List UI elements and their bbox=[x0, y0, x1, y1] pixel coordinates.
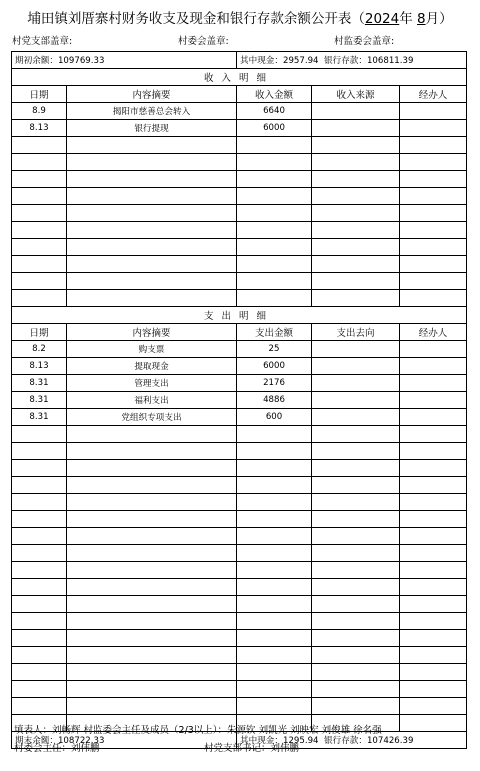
expense-cell-amount bbox=[237, 511, 312, 528]
expense-cell-date bbox=[12, 664, 67, 681]
expense-cell-party bbox=[312, 511, 400, 528]
expense-cell-summary: 福利支出 bbox=[67, 392, 237, 409]
expense-cell-party bbox=[312, 528, 400, 545]
expense-cell-summary bbox=[67, 681, 237, 698]
expense-cell-summary bbox=[67, 460, 237, 477]
committee-seal-label: 村委会盖章: bbox=[178, 36, 229, 47]
expense-cell-amount: 2176 bbox=[237, 375, 312, 392]
expense-cell-summary bbox=[67, 630, 237, 647]
table-row bbox=[12, 409, 467, 426]
expense-cell-party bbox=[312, 341, 400, 358]
title-year: 2024 bbox=[364, 11, 400, 27]
opening-balance: 期初余额：109769.33 bbox=[12, 52, 237, 69]
income-cell-party bbox=[312, 222, 400, 239]
income-cell-party bbox=[312, 290, 400, 307]
expense-cell-handler bbox=[400, 443, 467, 460]
expense-cell-amount bbox=[237, 647, 312, 664]
expense-cell-summary bbox=[67, 426, 237, 443]
expense-cell-handler bbox=[400, 375, 467, 392]
income-header-handler: 经办人 bbox=[400, 86, 467, 103]
expense-cell-handler bbox=[400, 562, 467, 579]
expense-cell-party bbox=[312, 681, 400, 698]
expense-cell-summary: 管理支出 bbox=[67, 375, 237, 392]
income-cell-party bbox=[312, 154, 400, 171]
income-section-title: 收入明细 bbox=[12, 69, 467, 86]
table-row bbox=[12, 171, 467, 188]
table-row bbox=[12, 103, 467, 120]
income-cell-date bbox=[12, 171, 67, 188]
income-cell-date: 8.13 bbox=[12, 120, 67, 137]
income-cell-date bbox=[12, 137, 67, 154]
income-cell-party bbox=[312, 171, 400, 188]
expense-cell-date bbox=[12, 545, 67, 562]
expense-cell-handler bbox=[400, 460, 467, 477]
income-cell-amount bbox=[237, 273, 312, 290]
expense-cell-summary bbox=[67, 596, 237, 613]
expense-cell-amount bbox=[237, 613, 312, 630]
expense-cell-handler bbox=[400, 358, 467, 375]
expense-cell-summary bbox=[67, 528, 237, 545]
income-cell-summary bbox=[67, 239, 237, 256]
expense-cell-date bbox=[12, 443, 67, 460]
expense-header-party: 支出去向 bbox=[312, 324, 400, 341]
expense-cell-summary bbox=[67, 511, 237, 528]
table-row bbox=[12, 290, 467, 307]
footer-signers: 填表人：刘畅辉 村监委会主任及成员（2/3以上）：朱源钦 刘凯光 刘映宏 刘俊雄 徐名强 bbox=[14, 725, 382, 736]
table-row bbox=[12, 273, 467, 290]
income-header-summary: 内容摘要 bbox=[67, 86, 237, 103]
expense-header-date: 日期 bbox=[12, 324, 67, 341]
expense-cell-handler bbox=[400, 409, 467, 426]
expense-cell-summary bbox=[67, 477, 237, 494]
income-cell-amount bbox=[237, 154, 312, 171]
table-row bbox=[12, 239, 467, 256]
expense-cell-summary: 提取现金 bbox=[67, 358, 237, 375]
table-row bbox=[12, 630, 467, 647]
table-row bbox=[12, 545, 467, 562]
committee-director: 村委会主任：刘伟鹏 bbox=[14, 743, 100, 754]
income-cell-handler bbox=[400, 222, 467, 239]
expense-cell-date bbox=[12, 511, 67, 528]
table-row bbox=[12, 681, 467, 698]
expense-cell-amount bbox=[237, 460, 312, 477]
income-cell-handler bbox=[400, 120, 467, 137]
expense-cell-party bbox=[312, 596, 400, 613]
expense-cell-date bbox=[12, 681, 67, 698]
income-cell-party bbox=[312, 137, 400, 154]
income-cell-amount bbox=[237, 171, 312, 188]
expense-cell-party bbox=[312, 375, 400, 392]
table-row bbox=[12, 222, 467, 239]
income-cell-summary bbox=[67, 137, 237, 154]
expense-cell-amount bbox=[237, 494, 312, 511]
income-cell-handler bbox=[400, 290, 467, 307]
expense-cell-summary bbox=[67, 613, 237, 630]
expense-cell-party bbox=[312, 698, 400, 715]
expense-cell-date bbox=[12, 613, 67, 630]
expense-cell-amount: 600 bbox=[237, 409, 312, 426]
expense-cell-date bbox=[12, 460, 67, 477]
table-row bbox=[12, 528, 467, 545]
table-row bbox=[12, 477, 467, 494]
expense-cell-summary bbox=[67, 562, 237, 579]
table-row bbox=[12, 120, 467, 137]
expense-cell-amount bbox=[237, 681, 312, 698]
income-cell-summary bbox=[67, 171, 237, 188]
expense-cell-date bbox=[12, 562, 67, 579]
table-row bbox=[12, 579, 467, 596]
expense-cell-date bbox=[12, 579, 67, 596]
closing-cash: 其中现金：1295.94 bbox=[240, 736, 319, 746]
opening-balance-row bbox=[12, 52, 467, 69]
expense-cell-handler bbox=[400, 596, 467, 613]
title-prefix: 埔田镇刘厝寨村财务收支及现金和银行存款余额公开表（ bbox=[27, 11, 365, 27]
expense-cell-party bbox=[312, 613, 400, 630]
expense-cell-summary bbox=[67, 443, 237, 460]
income-header-date: 日期 bbox=[12, 86, 67, 103]
expense-cell-summary bbox=[67, 664, 237, 681]
page-title bbox=[0, 7, 480, 27]
table-row bbox=[12, 205, 467, 222]
income-cell-handler bbox=[400, 273, 467, 290]
table-row bbox=[12, 256, 467, 273]
title-month-suffix: 月） bbox=[425, 11, 453, 27]
party-secretary: 村党支部书记：刘伟鹏 bbox=[204, 743, 300, 754]
expense-cell-summary bbox=[67, 494, 237, 511]
income-cell-party bbox=[312, 273, 400, 290]
expense-cell-summary: 党组织专项支出 bbox=[67, 409, 237, 426]
table-row bbox=[12, 460, 467, 477]
income-cell-party bbox=[312, 103, 400, 120]
expense-cell-summary bbox=[67, 698, 237, 715]
expense-cell-date: 8.31 bbox=[12, 392, 67, 409]
expense-cell-date bbox=[12, 647, 67, 664]
table-row bbox=[12, 562, 467, 579]
expense-cell-date bbox=[12, 494, 67, 511]
table-row bbox=[12, 494, 467, 511]
income-cell-date bbox=[12, 222, 67, 239]
expense-cell-party bbox=[312, 392, 400, 409]
income-cell-summary: 揭阳市慈善总会转入 bbox=[67, 103, 237, 120]
income-cell-amount bbox=[237, 290, 312, 307]
opening-bank: 银行存款：106811.39 bbox=[324, 56, 414, 66]
income-header-row bbox=[12, 86, 467, 103]
income-cell-amount: 6640 bbox=[237, 103, 312, 120]
expense-cell-handler bbox=[400, 630, 467, 647]
table-row bbox=[12, 392, 467, 409]
expense-cell-summary bbox=[67, 579, 237, 596]
opening-cash-bank bbox=[237, 52, 467, 69]
income-cell-summary bbox=[67, 290, 237, 307]
expense-cell-date bbox=[12, 596, 67, 613]
party-seal-label: 村党支部盖章: bbox=[12, 36, 73, 47]
expense-cell-party bbox=[312, 664, 400, 681]
expense-cell-amount bbox=[237, 630, 312, 647]
income-cell-summary bbox=[67, 188, 237, 205]
expense-cell-summary bbox=[67, 647, 237, 664]
expense-cell-amount bbox=[237, 528, 312, 545]
income-cell-date bbox=[12, 188, 67, 205]
income-cell-party bbox=[312, 205, 400, 222]
expense-header-summary: 内容摘要 bbox=[67, 324, 237, 341]
expense-cell-date bbox=[12, 477, 67, 494]
title-month: 8 bbox=[417, 11, 426, 27]
expense-cell-party bbox=[312, 409, 400, 426]
expense-cell-party bbox=[312, 426, 400, 443]
opening-cash: 其中现金：2957.94 bbox=[240, 56, 319, 66]
expense-cell-amount: 6000 bbox=[237, 358, 312, 375]
income-cell-amount bbox=[237, 256, 312, 273]
expense-cell-handler bbox=[400, 647, 467, 664]
income-cell-amount bbox=[237, 222, 312, 239]
expense-cell-party bbox=[312, 443, 400, 460]
expense-cell-handler bbox=[400, 528, 467, 545]
expense-cell-party bbox=[312, 562, 400, 579]
table-row bbox=[12, 375, 467, 392]
income-cell-summary bbox=[67, 205, 237, 222]
income-cell-amount: 6000 bbox=[237, 120, 312, 137]
expense-cell-date: 8.31 bbox=[12, 409, 67, 426]
expense-cell-amount bbox=[237, 545, 312, 562]
expense-cell-date bbox=[12, 630, 67, 647]
income-cell-party bbox=[312, 256, 400, 273]
expense-cell-summary: 购支票 bbox=[67, 341, 237, 358]
income-cell-date bbox=[12, 154, 67, 171]
expense-cell-amount bbox=[237, 426, 312, 443]
income-cell-handler bbox=[400, 171, 467, 188]
expense-cell-summary bbox=[67, 545, 237, 562]
expense-cell-amount bbox=[237, 443, 312, 460]
income-cell-party bbox=[312, 239, 400, 256]
expense-cell-party bbox=[312, 579, 400, 596]
table-row bbox=[12, 188, 467, 205]
table-row bbox=[12, 154, 467, 171]
income-cell-summary bbox=[67, 154, 237, 171]
income-cell-summary bbox=[67, 273, 237, 290]
income-cell-date bbox=[12, 290, 67, 307]
expense-cell-amount bbox=[237, 477, 312, 494]
table-row bbox=[12, 426, 467, 443]
expense-cell-handler bbox=[400, 681, 467, 698]
table-row bbox=[12, 511, 467, 528]
expense-cell-date bbox=[12, 426, 67, 443]
income-header-amount: 收入金额 bbox=[237, 86, 312, 103]
expense-cell-amount bbox=[237, 664, 312, 681]
income-cell-handler bbox=[400, 137, 467, 154]
expense-cell-handler bbox=[400, 664, 467, 681]
income-section-row bbox=[12, 69, 467, 86]
expense-cell-handler bbox=[400, 494, 467, 511]
expense-cell-party bbox=[312, 647, 400, 664]
signature-footer bbox=[14, 722, 474, 758]
table-row bbox=[12, 613, 467, 630]
table-row bbox=[12, 698, 467, 715]
closing-bank: 银行存款：107426.39 bbox=[324, 736, 414, 746]
expense-section-title: 支出明细 bbox=[12, 307, 467, 324]
expense-cell-party bbox=[312, 630, 400, 647]
expense-cell-handler bbox=[400, 341, 467, 358]
expense-cell-handler bbox=[400, 545, 467, 562]
expense-cell-amount: 25 bbox=[237, 341, 312, 358]
expense-cell-amount bbox=[237, 562, 312, 579]
expense-cell-handler bbox=[400, 392, 467, 409]
expense-cell-handler bbox=[400, 613, 467, 630]
income-cell-summary bbox=[67, 222, 237, 239]
income-cell-amount bbox=[237, 188, 312, 205]
expense-cell-handler bbox=[400, 477, 467, 494]
income-header-party: 收入来源 bbox=[312, 86, 400, 103]
income-cell-handler bbox=[400, 154, 467, 171]
expense-header-handler: 经办人 bbox=[400, 324, 467, 341]
expense-header-amount: 支出金额 bbox=[237, 324, 312, 341]
income-cell-date bbox=[12, 273, 67, 290]
table-row bbox=[12, 664, 467, 681]
income-cell-party bbox=[312, 120, 400, 137]
income-cell-date bbox=[12, 205, 67, 222]
table-row bbox=[12, 596, 467, 613]
income-cell-summary: 银行提现 bbox=[67, 120, 237, 137]
expense-cell-handler bbox=[400, 426, 467, 443]
expense-header-row bbox=[12, 324, 467, 341]
income-cell-party bbox=[312, 188, 400, 205]
expense-cell-party bbox=[312, 460, 400, 477]
income-cell-date: 8.9 bbox=[12, 103, 67, 120]
expense-cell-party bbox=[312, 494, 400, 511]
expense-cell-party bbox=[312, 545, 400, 562]
expense-cell-date bbox=[12, 528, 67, 545]
income-cell-handler bbox=[400, 205, 467, 222]
table-row bbox=[12, 358, 467, 375]
expense-cell-date: 8.2 bbox=[12, 341, 67, 358]
expense-cell-party bbox=[312, 358, 400, 375]
income-cell-amount bbox=[237, 239, 312, 256]
income-cell-amount bbox=[237, 137, 312, 154]
expense-cell-handler bbox=[400, 579, 467, 596]
expense-cell-amount bbox=[237, 698, 312, 715]
expense-cell-amount bbox=[237, 596, 312, 613]
table-row bbox=[12, 137, 467, 154]
expense-cell-amount bbox=[237, 579, 312, 596]
income-cell-date bbox=[12, 239, 67, 256]
ledger-table bbox=[11, 51, 467, 749]
closing-balance: 期末余额：108722.33 bbox=[12, 732, 237, 749]
expense-section-row bbox=[12, 307, 467, 324]
seal-row bbox=[12, 33, 472, 47]
supervision-seal-label: 村监委会盖章: bbox=[334, 36, 395, 47]
expense-cell-handler bbox=[400, 698, 467, 715]
income-cell-handler bbox=[400, 239, 467, 256]
table-row bbox=[12, 443, 467, 460]
income-cell-handler bbox=[400, 188, 467, 205]
expense-cell-handler bbox=[400, 511, 467, 528]
table-row bbox=[12, 341, 467, 358]
income-cell-date bbox=[12, 256, 67, 273]
income-cell-summary bbox=[67, 256, 237, 273]
income-cell-handler bbox=[400, 103, 467, 120]
table-row bbox=[12, 647, 467, 664]
expense-cell-party bbox=[312, 477, 400, 494]
expense-cell-amount: 4886 bbox=[237, 392, 312, 409]
income-cell-handler bbox=[400, 256, 467, 273]
expense-cell-date: 8.31 bbox=[12, 375, 67, 392]
expense-cell-date: 8.13 bbox=[12, 358, 67, 375]
expense-cell-date bbox=[12, 698, 67, 715]
income-cell-amount bbox=[237, 205, 312, 222]
title-year-suffix: 年 bbox=[399, 11, 413, 27]
